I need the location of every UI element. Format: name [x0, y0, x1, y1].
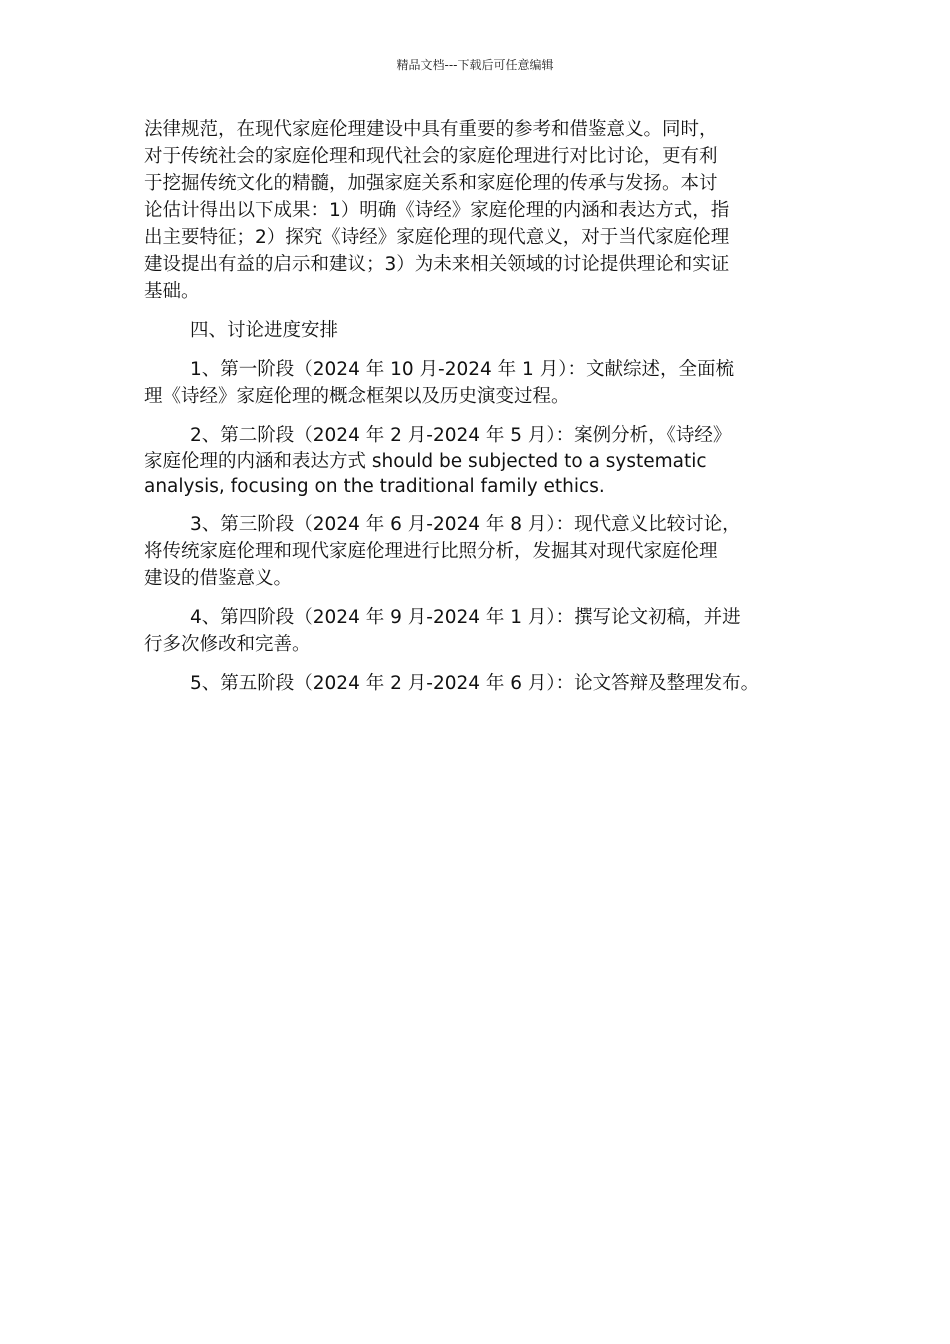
text-line: 2、第二阶段（2024 年 2 月-2024 年 5 月）：案例分析，《诗经》	[190, 425, 732, 446]
stage-5-paragraph	[144, 670, 824, 697]
stage-3-paragraph	[144, 511, 824, 592]
section-heading-paragraph	[144, 317, 824, 344]
text-line: analysis, focusing on the traditional family ethics.	[144, 476, 605, 497]
stage-1-paragraph	[144, 356, 824, 410]
text-line: 出主要特征；2）探究《诗经》家庭伦理的现代意义，对于当代家庭伦理	[144, 227, 730, 248]
text-line: 理《诗经》家庭伦理的概念框架以及历史演变过程。	[144, 386, 570, 407]
document-body	[144, 116, 824, 709]
intro-paragraph	[144, 116, 824, 305]
stage-2-paragraph	[144, 422, 824, 499]
text-line: 论估计得出以下成果：1）明确《诗经》家庭伦理的内涵和表达方式，指	[144, 200, 730, 221]
text-line: 建设提出有益的启示和建议；3）为未来相关领域的讨论提供理论和实证	[144, 254, 730, 275]
text-line: 家庭伦理的内涵和表达方式 should be subjected to a systematic	[144, 451, 707, 472]
text-line: 3、第三阶段（2024 年 6 月-2024 年 8 月）：现代意义比较讨论，	[190, 514, 741, 535]
section-heading: 四、讨论进度安排	[190, 320, 339, 341]
text-line: 将传统家庭伦理和现代家庭伦理进行比照分析，发掘其对现代家庭伦理	[144, 541, 718, 562]
text-line: 建设的借鉴意义。	[144, 568, 293, 589]
text-line: 对于传统社会的家庭伦理和现代社会的家庭伦理进行对比讨论，更有利	[144, 146, 718, 167]
text-line: 1、第一阶段（2024 年 10 月-2024 年 1 月）：文献综述，全面梳	[190, 359, 734, 380]
text-line: 法律规范，在现代家庭伦理建设中具有重要的参考和借鉴意义。同时，	[144, 119, 718, 140]
text-line: 行多次修改和完善。	[144, 634, 311, 655]
text-line: 4、第四阶段（2024 年 9 月-2024 年 1 月）：撰写论文初稿，并进	[190, 607, 741, 628]
text-line: 基础。	[144, 281, 200, 302]
text-line: 5、第五阶段（2024 年 2 月-2024 年 6 月）：论文答辩及整理发布。	[190, 673, 760, 694]
text-line: 于挖掘传统文化的精髓，加强家庭关系和家庭伦理的传承与发扬。本讨	[144, 173, 718, 194]
stage-4-paragraph	[144, 604, 824, 658]
page-header: 精品文档---下载后可任意编辑	[396, 58, 554, 72]
